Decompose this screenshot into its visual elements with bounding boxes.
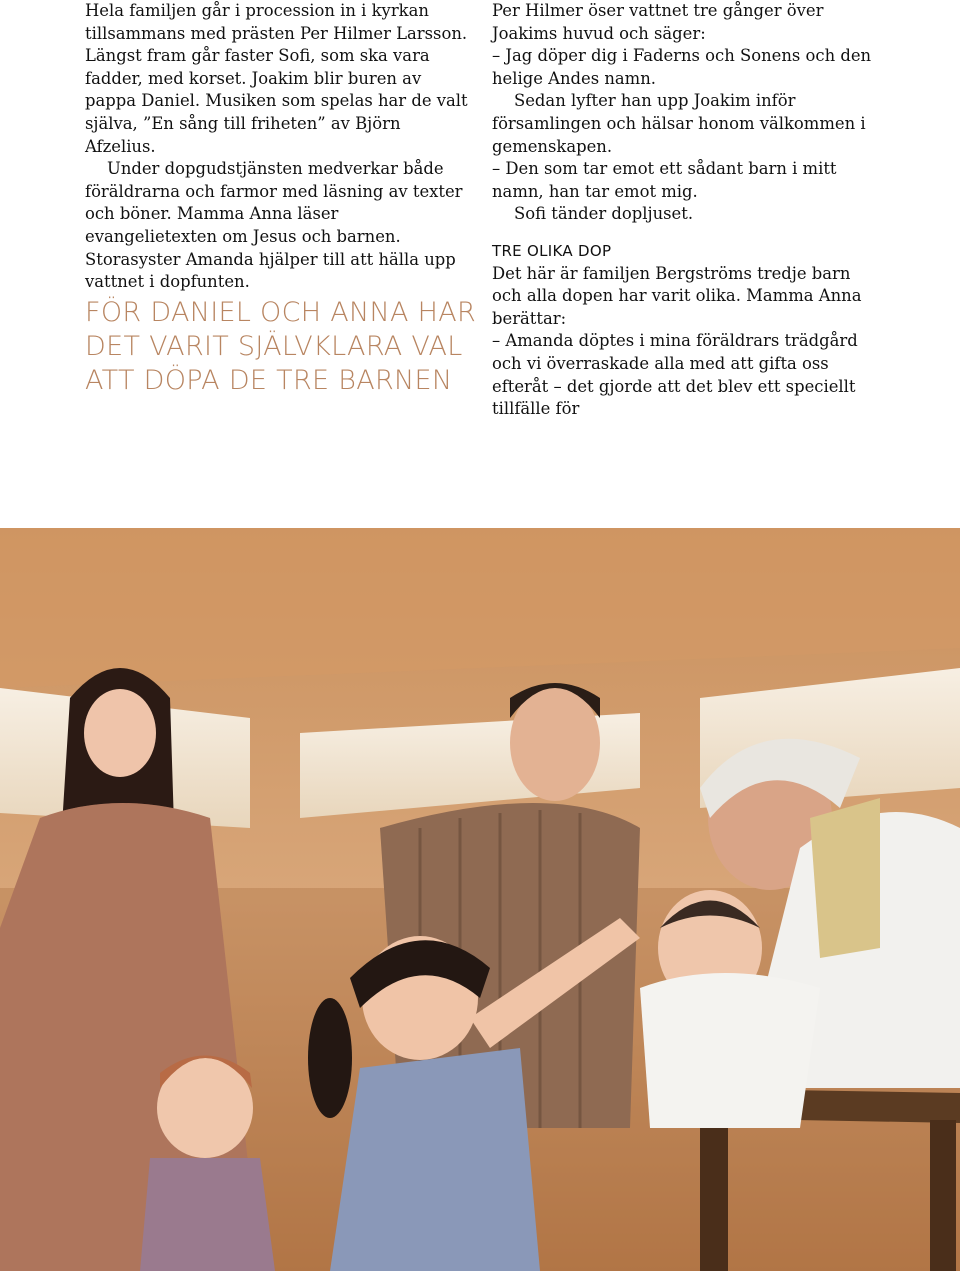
baptism-photo — [0, 528, 960, 1271]
pull-quote-line: DET VARIT SJÄLVKLARA VAL — [85, 331, 463, 362]
body-paragraph: Sofi tänder dopljuset. — [514, 204, 694, 224]
quote-paragraph: – Den som tar emot ett sådant barn i mitt namn, han tar emot mig. — [492, 159, 837, 201]
pull-quote-line: FÖR DANIEL OCH ANNA HAR — [85, 297, 477, 328]
body-paragraph: Det här är familjen Bergströms tredje barn och alla dopen har varit olika. Mamma Anna berättar: — [492, 263, 862, 328]
left-text-column — [85, 0, 470, 294]
body-paragraph: Under dopgudstjänsten medverkar både föräldrarna och farmor med läsning av texter och böner. Mamma Anna läser evangelietexten om Jesus och barnen. Storasyster Amanda hjälper till att hälla upp vattnet i dopfunten. — [85, 159, 463, 292]
body-paragraph: Sedan lyfter han upp Joakim inför församlingen och hälsar honom välkommen i gemenskapen. — [492, 91, 866, 156]
pull-quote-line: ATT DÖPA DE TRE BARNEN — [85, 365, 453, 396]
right-text-column — [492, 0, 882, 421]
body-paragraph: Per Hilmer öser vattnet tre gånger över Joakims huvud och säger: — [492, 1, 824, 43]
section-heading: TRE OLIKA DOP — [492, 241, 612, 260]
body-paragraph: Hela familjen går i procession in i kyrkan tillsammans med prästen Per Hilmer Larsson. Längst fram går faster Sofi, som ska vara fadder, med korset. Joakim blir buren av pappa Daniel. Musiken som spelas har de valt själva, ”En sång till friheten” av Björn Afzelius. — [85, 1, 468, 156]
quote-paragraph: – Amanda döptes i mina föräldrars trädgård och vi överraskade alla med att gifta oss efteråt – det gjorde att det blev ett speciellt tillfälle för — [492, 331, 858, 419]
pull-quote — [85, 296, 485, 398]
quote-paragraph: – Jag döper dig i Faderns och Sonens och den helige Andes namn. — [492, 46, 872, 88]
